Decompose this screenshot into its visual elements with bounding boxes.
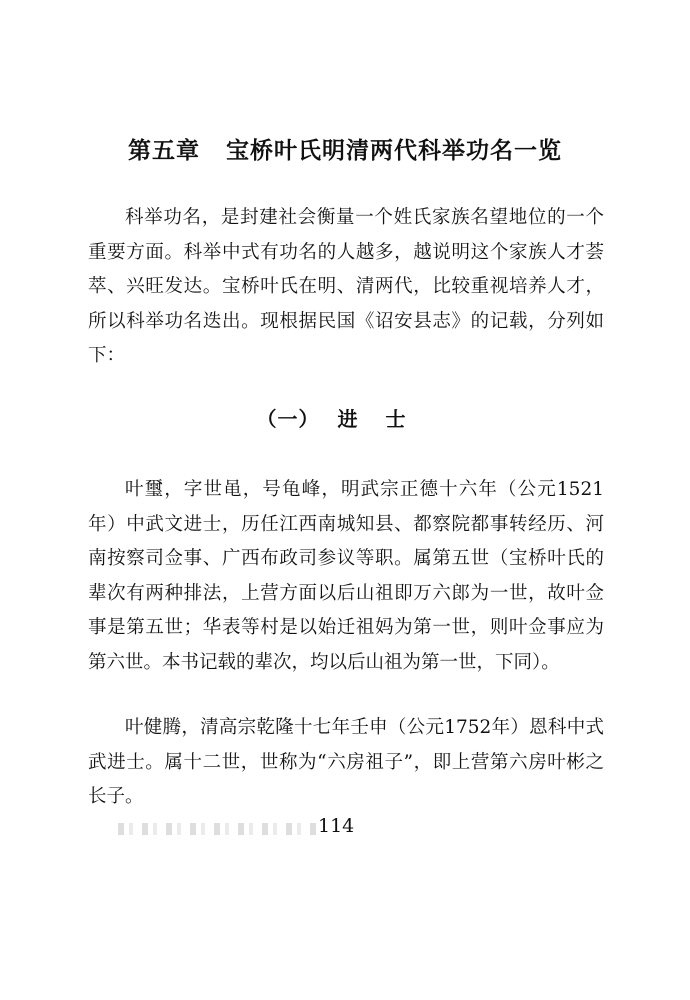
chapter-number: 第五章 (128, 138, 200, 164)
section-number: （一） (256, 407, 320, 431)
intro-paragraph: 科举功名，是封建社会衡量一个姓氏家族名望地位的一个重要方面。科举中式有功名的人越多，越说明这个家族人才荟萃、兴旺发达。宝桥叶氏在明、清两代，比较重视培养人才，所以科举功名迭出。现根据民国《诏安县志》的记载，分列如下： (88, 207, 604, 366)
entry-paragraph: 叶璽，字世黾，号龟峰，明武宗正德十六年（公元1521年）中武文进士，历任江西南城知县、都察院都事转经历、河南按察司佥事、广西布政司参议等职。属第五世（宝桥叶氏的辈次有两种排法，上营方面以后山祖即万六郎为一世，故叶佥事是第五世；华表等村是以始迁祖妈为第一世，则叶佥事应为第六世。本书记载的辈次，均以后山祖为第一世，下同）。 (88, 479, 604, 673)
page-number: 114 (318, 815, 355, 837)
chapter-title-text: 宝桥叶氏明清两代科举功名一览 (226, 138, 562, 164)
entry-paragraph: 叶健腾，清高宗乾隆十七年壬申（公元1752年）恩科中式武进士。属十二世，世称为“六房祖子”，即上营第六房叶彬之长子。 (88, 717, 604, 807)
scan-artifact (118, 823, 318, 835)
section-title: 进士 (337, 407, 434, 431)
chapter-title (0, 132, 690, 165)
section-heading (0, 403, 690, 432)
